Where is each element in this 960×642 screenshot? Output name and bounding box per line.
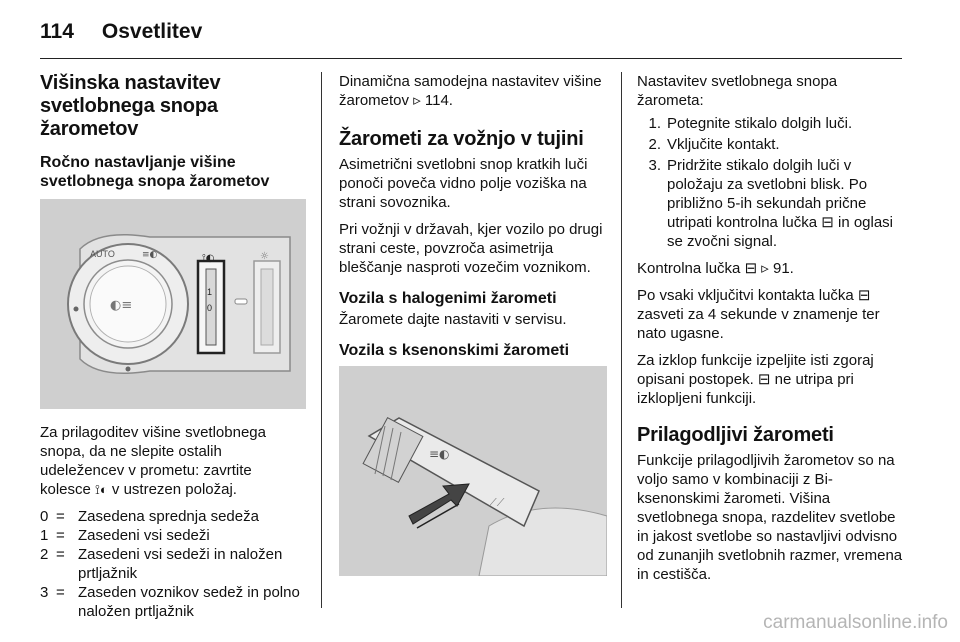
section-title-adaptive: Prilagodljivi žarometi: [637, 424, 834, 446]
position-item: 3 = Zaseden voznikov sedež in polno naložen prtljažnik: [40, 584, 300, 620]
other-side-paragraph: Pri vožnji v državah, kjer vozilo po drugi strani ceste, povzroča asimetrija bleščanje nasproti vozečim voznikom.: [339, 221, 603, 276]
wheel-label-zero: 0: [207, 303, 213, 313]
column-divider-2: [621, 72, 622, 608]
lamp-reference: Kontrolna lučka ⊟ ▹ 91.: [637, 260, 794, 277]
halogen-paragraph: Žaromete dajte nastaviti v servisu.: [339, 311, 567, 328]
position-item: 0 = Zasedena sprednja sedeža: [40, 508, 259, 525]
auto-label: AUTO: [90, 249, 115, 259]
chapter-title: Osvetlitev: [101, 20, 203, 43]
svg-text:⟋⟋: ⟋⟋: [489, 496, 505, 509]
stalk-switch-illustration: [339, 366, 607, 576]
position-item: 2 = Zasedeni vsi sedeži in naložen prtljažnik: [40, 546, 283, 582]
page-header: [40, 14, 202, 50]
position-item: 1 = Zasedeni vsi sedeži: [40, 527, 210, 544]
svg-text:☼: ☼: [260, 251, 269, 262]
header-divider: [40, 58, 902, 59]
dynamic-range-reference: Dinamična samodejna nastavitev višine žarometov ▹ 114.: [339, 73, 602, 109]
watermark: carmanualsonline.info: [763, 612, 948, 633]
stalk-switch-figure: [339, 366, 607, 576]
ignition-paragraph: Po vsaki vključitvi kontakta lučka ⊟ zasveti za 4 sekunde v znamenje ter nato ugasne.: [637, 287, 880, 342]
asymmetric-paragraph: Asimetrični svetlobni snop kratkih luči ponoči poveča vidno polje voziška na strani sovoznika.: [339, 156, 588, 211]
wheel-label-one: 1: [207, 287, 213, 297]
column-1: [40, 72, 306, 621]
light-switch-illustration: [40, 199, 306, 409]
svg-text:≡◐: ≡◐: [429, 447, 450, 461]
subsection-title-halogen: Vozila s halogenimi žarometi: [339, 290, 557, 307]
steps-list: [637, 114, 905, 251]
deactivate-paragraph: Za izklop funkcije izpeljite isti zgoraj opisani postopek. ⊟ ne utripa pri izklopljeni funkciji.: [637, 352, 874, 407]
page-number: 114: [40, 20, 74, 43]
step-item: 3. Pridržite stikalo dolgih luči v položaju za svetlobni blisk. Po približno 5-ih sekundah prične utripati kontrolna lučka ⊟ in oglasi se zvočni signal.: [648, 157, 894, 250]
section-title-abroad: Žarometi za vožnjo v tujini: [339, 128, 584, 150]
step-item: 1. Potegnite stikalo dolgih luči.: [648, 115, 853, 132]
column-3: [637, 72, 905, 592]
beam-adjust-intro: Nastavitev svetlobnega snopa žarometa:: [637, 73, 838, 109]
position-list: [40, 507, 306, 621]
step-item: 2. Vključite kontakt.: [648, 136, 780, 153]
light-switch-figure: [40, 199, 306, 409]
svg-text:⟟◐: ⟟◐: [202, 253, 215, 264]
headlight-range-icon: ⟟◐: [95, 482, 108, 497]
column-divider-1: [321, 72, 322, 608]
svg-text:◐≡: ◐≡: [110, 298, 133, 313]
light-symbol-label: ≡◐: [142, 250, 158, 260]
intro-paragraph: Za prilagoditev višine svetlobnega snopa, da ne slepite ostalih udeležencev v prometu: zavrtite kolesce ⟟◐ v ustrezen položaj.: [40, 424, 266, 498]
subsection-title-xenon: Vozila s ksenonskimi žarometi: [339, 342, 570, 359]
adaptive-paragraph: Funkcije prilagodljivih žarometov so na voljo samo v kombinaciji z Bi-ksenonskimi žarometi. Višina svetlobnega snopa, razdelitev svetlobe in jakost svetlobe so nastavljivi odvisno od zunanjih svetlobnih razmer, vremena in cestišča.: [637, 452, 903, 583]
column-2: [339, 72, 607, 576]
subsection-title-manual-range: Ročno nastavljanje višine svetlobnega snopa žarometov: [40, 154, 270, 190]
section-title-headlight-range: Višinska nastavitev svetlobnega snopa žarometov: [40, 72, 221, 140]
